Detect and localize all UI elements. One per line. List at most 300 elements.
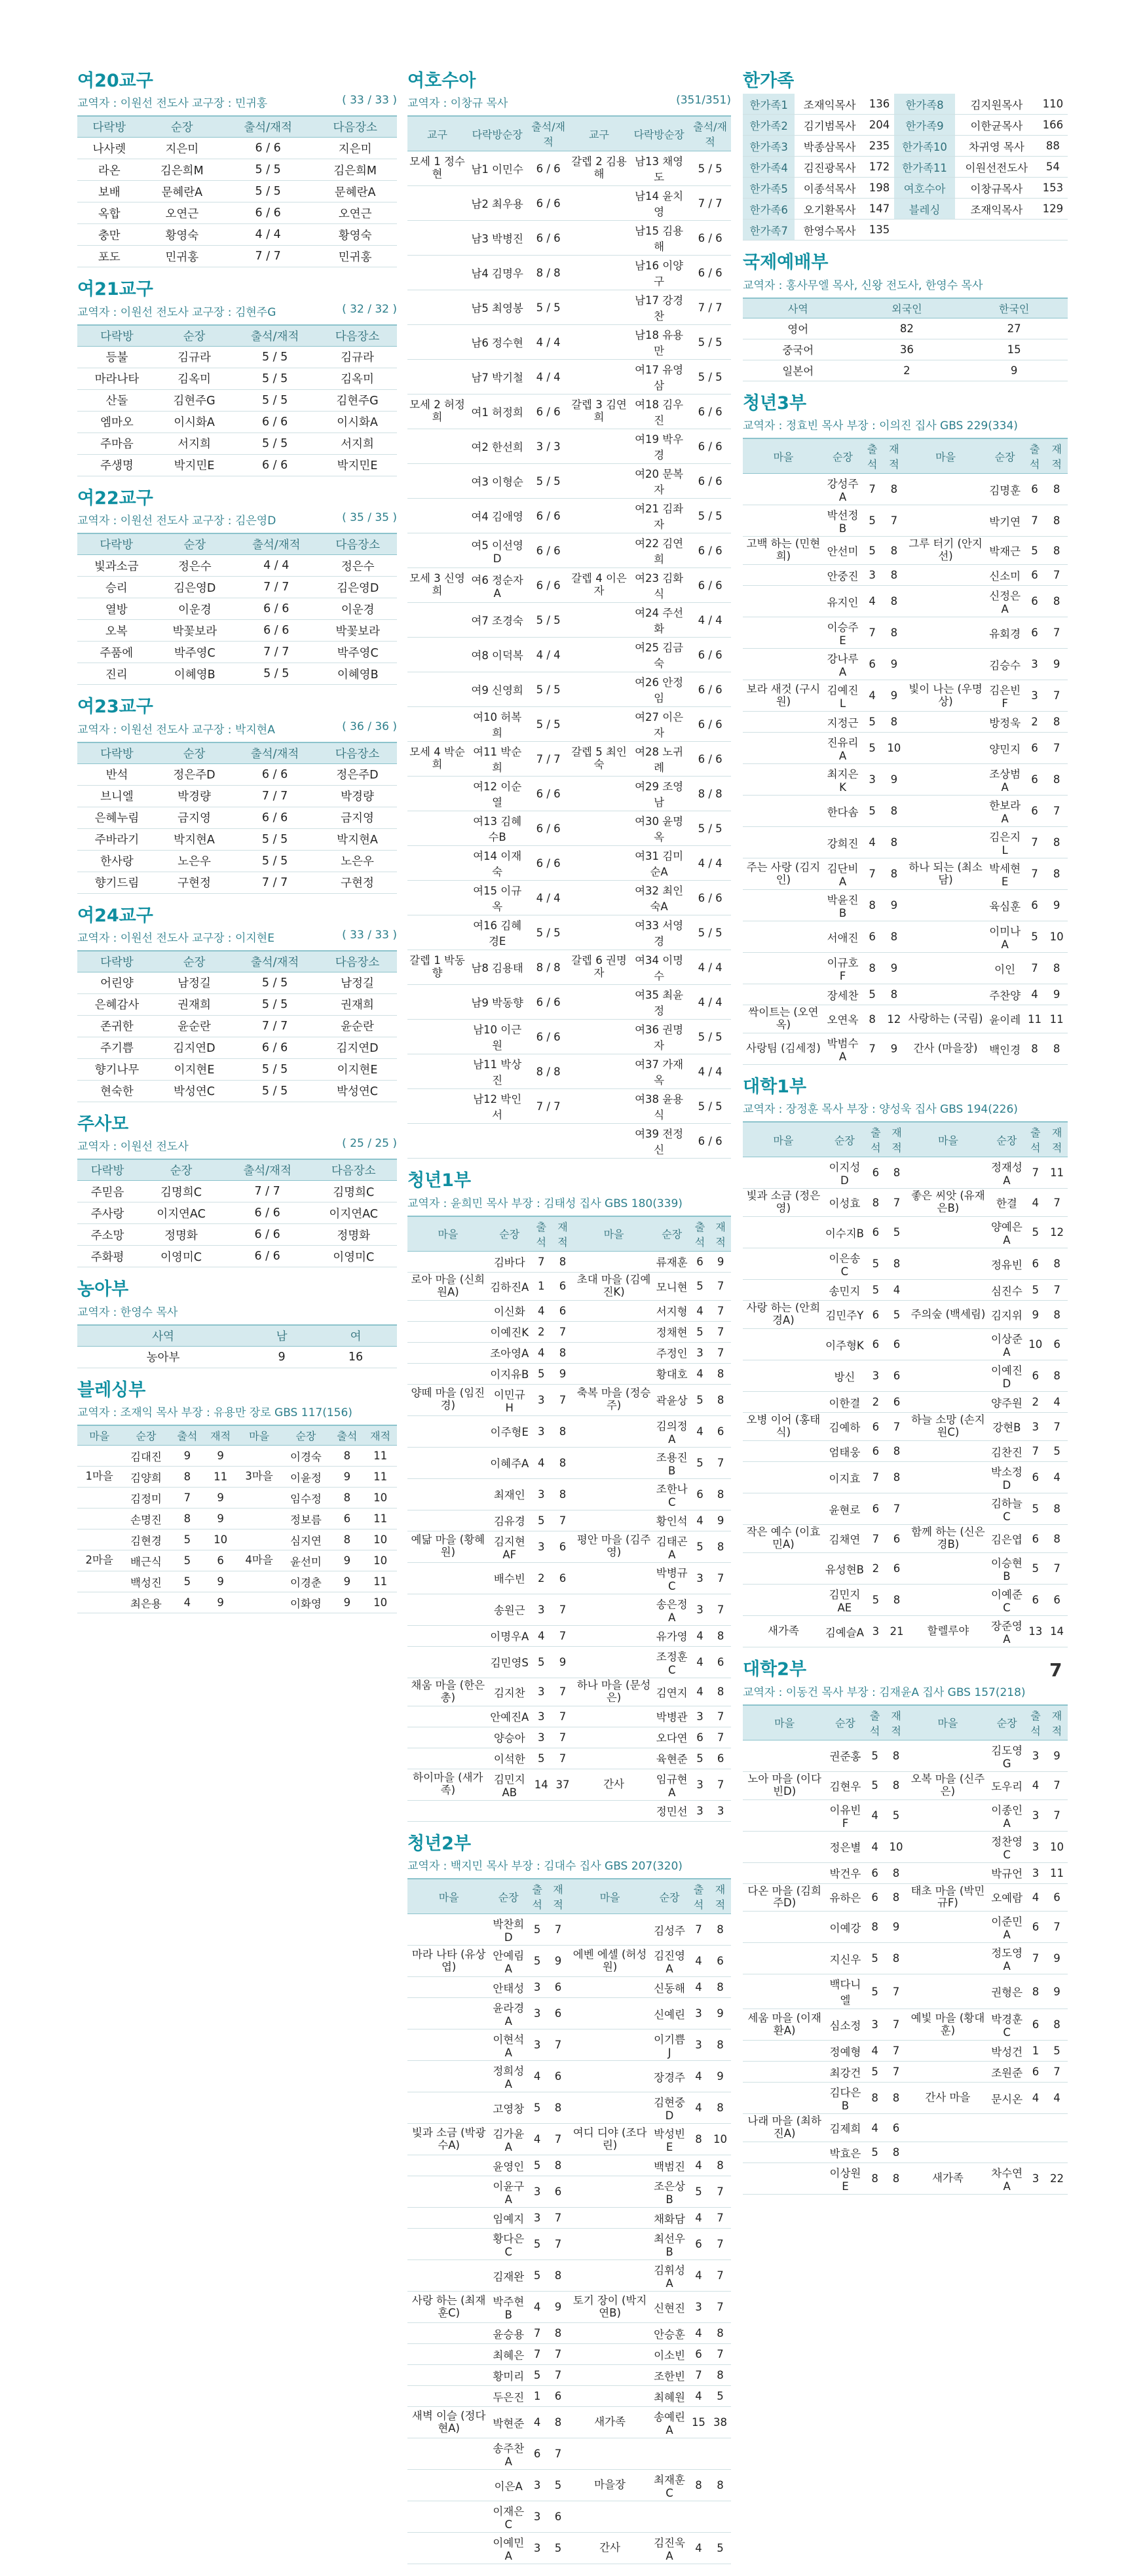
table-cell: 6: [886, 2114, 907, 2142]
table-cell: [907, 1943, 989, 1974]
table-row: [743, 1585, 1068, 1616]
column-header: 다음장소: [318, 533, 397, 555]
table-cell: 이혜주A: [489, 1447, 531, 1478]
table-cell: 9: [1046, 1943, 1068, 1974]
table-row: [743, 712, 1068, 733]
table-cell: 보배: [77, 181, 141, 202]
table-row: [407, 672, 731, 707]
table-cell: 간사: [569, 2533, 651, 2564]
table-cell: 3: [688, 2029, 709, 2061]
table-cell: 박재근: [986, 537, 1023, 565]
table-row: [407, 2208, 731, 2229]
column-header: 다락방: [77, 951, 157, 972]
table-cell: 김하진A: [489, 1272, 531, 1300]
table-cell: 김연지: [654, 1678, 690, 1706]
table-cell: 11: [364, 1571, 397, 1592]
table-row: [407, 2365, 731, 2386]
section-title: 청년2부: [407, 1833, 472, 1854]
table-cell: 6 / 6: [527, 568, 569, 603]
table-cell: [407, 638, 467, 672]
table-cell: 7: [865, 1462, 886, 1493]
table-row: [743, 1217, 1068, 1248]
table-cell: 6 / 6: [689, 568, 731, 603]
table-cell: 10: [204, 1529, 237, 1550]
table-cell: 10: [883, 733, 905, 764]
table-cell: 8 / 8: [689, 777, 731, 811]
table-cell: [573, 1594, 654, 1625]
table-cell: 승리: [77, 577, 156, 598]
table-cell: 5 / 5: [234, 663, 318, 685]
table-cell: 양민지: [986, 733, 1023, 764]
table-cell: 8: [709, 2323, 731, 2344]
table-cell: 김은엽: [988, 1525, 1024, 1553]
table-row: [407, 2407, 731, 2438]
table-cell: 7: [688, 2365, 709, 2386]
table-row: [77, 138, 397, 159]
table-cell: 남5 최영봉: [467, 290, 527, 325]
staff-line: 교역자 : 백지민 목사 부장 : 김대수 집사 GBS 207(320): [407, 1860, 683, 1874]
table-cell: 현숙한: [77, 1080, 157, 1102]
table-cell: [407, 2176, 490, 2208]
section-농아부: [77, 1279, 397, 1368]
table-cell: [407, 2208, 490, 2229]
table-row: [77, 577, 397, 598]
table-cell: 6: [548, 1977, 569, 1998]
table-row: [743, 2041, 1068, 2062]
table-cell: 김유경: [489, 1510, 531, 1531]
table-cell: 4 / 4: [689, 985, 731, 1020]
table-cell: [77, 1488, 121, 1509]
table-cell: 강현B: [988, 1413, 1024, 1441]
table-cell: [907, 1740, 989, 1771]
table-cell: 예닮 마을 (황혜원): [407, 1531, 489, 1562]
table-cell: 8: [883, 796, 905, 827]
table-cell: [407, 1562, 489, 1594]
table-cell: 농아부: [77, 1346, 249, 1368]
table-cell: [569, 915, 629, 950]
table-cell: 4: [690, 1415, 711, 1447]
table-cell: 윤현로: [824, 1493, 865, 1525]
table-cell: 이지연AC: [310, 1202, 397, 1224]
table-row: [407, 1510, 731, 1531]
table-cell: [407, 2155, 490, 2176]
table-cell: 3: [527, 2176, 548, 2208]
table-cell: 여20 문복자: [629, 464, 689, 499]
table-cell: 6: [886, 1525, 908, 1553]
table-cell: 4: [690, 1510, 711, 1531]
table-cell: 6 / 6: [225, 1224, 310, 1246]
table-cell: 한가족11: [894, 157, 955, 178]
table-cell: 구현정: [157, 872, 232, 893]
table-cell: 6 / 6: [527, 499, 569, 533]
table-cell: 간사: [573, 1769, 654, 1800]
table-cell: 7: [710, 1594, 731, 1625]
table-cell: 지은미: [313, 138, 397, 159]
table-cell: 정명화: [310, 1224, 397, 1246]
table-cell: 강희진: [824, 827, 861, 858]
table-cell: 6: [688, 2229, 709, 2260]
table-cell: 김명희C: [310, 1181, 397, 1202]
table-cell: 김휘성A: [651, 2260, 688, 2292]
table-cell: 방신: [824, 1360, 865, 1392]
header-row: [407, 1879, 731, 1914]
section-여22교구: [77, 488, 397, 685]
table-cell: 7: [1045, 617, 1068, 649]
table-cell: [407, 985, 467, 1020]
table-cell: 하늘 소망 (손지원C): [907, 1413, 988, 1441]
table-cell: [407, 672, 467, 707]
table-cell: 204: [865, 115, 894, 136]
column-header: 순장: [651, 1879, 688, 1914]
table-cell: 송민지: [824, 1280, 865, 1301]
table-row: [407, 1089, 731, 1124]
table-cell: 라온: [77, 159, 141, 181]
column-header: 순장: [490, 1879, 527, 1914]
table-cell: 7: [709, 2229, 731, 2260]
table-cell: 5: [690, 1384, 711, 1415]
table-cell: 5 / 5: [527, 915, 569, 950]
table-cell: 8: [1045, 827, 1068, 858]
data-table: [407, 1878, 731, 2564]
table-cell: 5 / 5: [689, 325, 731, 360]
table-cell: 최혜은: [490, 2344, 527, 2365]
table-cell: 6: [552, 1272, 574, 1300]
table-cell: [573, 1562, 654, 1594]
table-row: [407, 985, 731, 1020]
data-table: [743, 1121, 1068, 1647]
column-header: 재적: [886, 1122, 908, 1157]
table-cell: 안예진A: [489, 1706, 531, 1727]
table-cell: 8: [861, 1005, 883, 1033]
table-cell: 여12 이순열: [467, 777, 527, 811]
table-row: [743, 1413, 1068, 1441]
table-cell: 이시화A: [318, 411, 397, 433]
table-cell: 이수지B: [824, 1217, 865, 1248]
table-cell: 한가족5: [743, 178, 795, 199]
table-row: [407, 325, 731, 360]
table-cell: 이지현E: [318, 1058, 397, 1080]
table-cell: 여17 유영삼: [629, 360, 689, 394]
table-cell: 7: [1024, 1157, 1046, 1189]
table-cell: 135: [865, 220, 894, 240]
table-cell: 6 / 6: [689, 429, 731, 464]
table-cell: [905, 953, 986, 984]
table-cell: 권재희: [157, 993, 232, 1015]
table-cell: [407, 1625, 489, 1646]
table-cell: 5: [690, 1748, 711, 1769]
table-cell: 8: [886, 1441, 908, 1462]
table-cell: 5: [690, 1531, 711, 1562]
table-cell: 김의정A: [654, 1415, 690, 1447]
table-cell: 7: [552, 1625, 574, 1646]
table-cell: [743, 649, 824, 680]
table-cell: 6: [1046, 1883, 1068, 1912]
section-블레싱부: [77, 1380, 397, 1613]
table-row: [743, 890, 1068, 921]
table-cell: 유가영: [654, 1625, 690, 1646]
table-cell: 6: [886, 1553, 908, 1585]
table-row: [77, 389, 397, 411]
table-cell: [407, 2323, 490, 2344]
table-cell: 오복: [77, 620, 156, 642]
table-cell: [907, 2062, 989, 2083]
column-header: 출석: [690, 1216, 711, 1252]
table-cell: 박효은: [826, 2142, 864, 2163]
table-row: [407, 1124, 731, 1159]
table-cell: 한사랑: [77, 850, 157, 872]
column-header: 재적: [364, 1425, 397, 1446]
table-cell: [743, 733, 824, 764]
table-row: [77, 642, 397, 663]
table-cell: 김예진L: [824, 680, 861, 712]
table-cell: 8 / 8: [527, 950, 569, 985]
table-cell: 11: [1024, 1005, 1046, 1033]
table-cell: 4: [861, 586, 883, 617]
table-cell: [407, 186, 467, 221]
table-cell: 한가족10: [894, 136, 955, 157]
table-cell: 김예하: [824, 1413, 865, 1441]
table-cell: 5: [1024, 1493, 1046, 1525]
table-cell: 초대 마을 (김예진K): [573, 1272, 654, 1300]
table-cell: 정희성A: [490, 2061, 527, 2092]
table-cell: 박범수A: [824, 1033, 861, 1065]
table-cell: 구현정: [318, 872, 397, 893]
table-cell: 8: [1025, 1974, 1046, 2009]
table-cell: 5: [171, 1571, 204, 1592]
table-cell: [569, 2344, 651, 2365]
table-cell: 박건우: [826, 1862, 864, 1883]
table-cell: 9: [710, 1510, 731, 1531]
table-cell: 오연근: [141, 202, 223, 224]
column-header: 순장: [121, 1425, 170, 1446]
table-cell: [407, 2365, 490, 2386]
data-table: [743, 298, 1068, 381]
table-cell: 10: [364, 1592, 397, 1613]
table-cell: 어린양: [77, 972, 157, 993]
table-cell: 서지희: [157, 433, 232, 454]
table-cell: [569, 1124, 629, 1159]
section-subtitle: [77, 1403, 397, 1419]
table-cell: [407, 2229, 490, 2260]
table-cell: 5: [865, 1280, 886, 1301]
table-cell: 4 / 4: [527, 360, 569, 394]
table-row: [407, 1478, 731, 1510]
table-cell: 사랑 하는 (최재훈C): [407, 2292, 490, 2323]
table-cell: [569, 1089, 629, 1124]
column-header: 순장: [988, 1705, 1025, 1740]
table-row: [407, 1625, 731, 1646]
table-cell: 5 / 5: [527, 672, 569, 707]
table-row: [743, 680, 1068, 712]
table-cell: 7: [548, 2365, 569, 2386]
column-header: 재적: [204, 1425, 237, 1446]
table-row: [743, 733, 1068, 764]
table-row: [407, 499, 731, 533]
table-cell: 9: [548, 1946, 569, 1977]
table-cell: 54: [1038, 157, 1068, 178]
table-cell: 4: [527, 2061, 548, 2092]
table-cell: 여1 허정희: [467, 394, 527, 429]
table-cell: 김성주: [651, 1914, 688, 1946]
table-cell: [743, 1799, 826, 1831]
table-cell: 4: [531, 1625, 552, 1646]
table-cell: 안태성: [490, 1977, 527, 1998]
table-cell: [407, 2386, 490, 2407]
table-row: [407, 464, 731, 499]
table-cell: 이예진D: [988, 1360, 1024, 1392]
table-cell: 갈렙 2 김용해: [569, 151, 629, 186]
table-cell: 박선정B: [824, 505, 861, 537]
table-cell: 정예형: [826, 2041, 864, 2062]
header-row: [743, 1705, 1068, 1740]
table-cell: 1: [531, 1272, 552, 1300]
column-header: 외국인: [853, 298, 960, 318]
table-row: [743, 2163, 1068, 2195]
table-cell: 김현중D: [651, 2092, 688, 2124]
table-cell: 5 / 5: [527, 603, 569, 638]
column-header: 출석/재적: [232, 742, 318, 764]
table-cell: 5: [865, 1771, 886, 1799]
table-cell: 6: [690, 1727, 711, 1748]
table-cell: 5 / 5: [689, 915, 731, 950]
table-cell: 김현주G: [318, 389, 397, 411]
table-cell: [573, 1646, 654, 1678]
table-cell: 3: [527, 2533, 548, 2564]
table-cell: 7: [1046, 1189, 1068, 1217]
table-cell: 3: [1025, 1740, 1046, 1771]
table-cell: 박소정D: [988, 1462, 1024, 1493]
table-cell: 12: [883, 1005, 905, 1033]
column-header: 순장: [826, 1705, 864, 1740]
table-row: [743, 1248, 1068, 1280]
header-row: [407, 1216, 731, 1252]
column-header: 출석: [171, 1425, 204, 1446]
table-row: [407, 1562, 731, 1594]
table-row: [743, 565, 1068, 586]
table-row: [407, 915, 731, 950]
table-cell: 이준민A: [988, 1912, 1025, 1943]
table-cell: [569, 881, 629, 915]
table-cell: [569, 464, 629, 499]
table-cell: 8: [883, 858, 905, 890]
table-cell: 김대진: [121, 1446, 170, 1467]
staff-line: 교역자 : 이원선 전도사 교구장 : 김현주G: [77, 305, 276, 319]
table-cell: 11: [364, 1467, 397, 1488]
header-row: [77, 325, 397, 347]
table-cell: 10: [364, 1550, 397, 1571]
table-cell: 김규라: [318, 346, 397, 368]
table-cell: 5: [861, 505, 883, 537]
table-cell: 육현준: [654, 1748, 690, 1769]
section-title: 청년1부: [407, 1170, 472, 1191]
table-row: [743, 2009, 1068, 2041]
table-cell: 충만: [77, 224, 141, 246]
column-header: 마을: [907, 1122, 988, 1157]
table-cell: 태초 마을 (박민규F): [907, 1883, 989, 1912]
attendance-count: ( 35 / 35 ): [342, 511, 397, 525]
table-cell: 8: [1046, 2009, 1068, 2041]
table-cell: 2: [865, 1392, 886, 1413]
table-cell: 7: [1046, 1413, 1068, 1441]
table-cell: 김은영D: [318, 577, 397, 598]
table-cell: 김진광목사: [795, 157, 865, 178]
table-cell: 8: [688, 2470, 709, 2501]
table-row: [743, 1392, 1068, 1413]
table-cell: [569, 2438, 651, 2470]
table-cell: 27: [960, 318, 1068, 339]
table-cell: 김명훈: [986, 474, 1023, 505]
table-cell: 조정훈C: [654, 1646, 690, 1678]
table-cell: 8: [865, 2083, 886, 2114]
table-cell: 남15 김용해: [629, 221, 689, 256]
table-cell: [907, 1280, 988, 1301]
table-row: [77, 620, 397, 642]
table-cell: 여13 김혜수B: [467, 811, 527, 846]
table-cell: 7 / 7: [223, 246, 313, 267]
table-cell: 9: [1046, 1740, 1068, 1771]
table-cell: 4: [865, 1799, 886, 1831]
table-row: [743, 764, 1068, 796]
column-header: 순장: [157, 325, 232, 347]
table-cell: 8: [886, 1771, 907, 1799]
table-cell: 최재훈C: [651, 2470, 688, 2501]
staff-line: 교역자 : 이원선 전도사 교구장 : 박지현A: [77, 723, 275, 737]
table-cell: 사랑하는 (국림): [905, 1005, 986, 1033]
table-cell: 6 / 6: [527, 811, 569, 846]
table-cell: 3: [531, 1415, 552, 1447]
table-cell: [407, 1998, 490, 2029]
table-cell: 5: [688, 2176, 709, 2208]
table-cell: 장준영A: [988, 1616, 1024, 1647]
staff-line: 교역자 : 이동건 목사 부장 : 김재윤A 집사 GBS 157(218): [743, 1685, 1026, 1699]
table-cell: 주는 사랑 (김지인): [743, 858, 824, 890]
table-cell: 8: [883, 921, 905, 953]
table-cell: [907, 1912, 989, 1943]
column-header: 출석: [531, 1216, 552, 1252]
section-한가족: [743, 71, 1068, 240]
table-cell: 정보름: [281, 1509, 330, 1529]
column-header: 재적: [1046, 1705, 1068, 1740]
table-cell: 김은빈F: [986, 680, 1023, 712]
column-header: 다음장소: [310, 1159, 397, 1181]
table-cell: 8: [883, 474, 905, 505]
column-header: 출석: [331, 1425, 364, 1446]
table-cell: 6: [204, 1550, 237, 1571]
table-cell: 남3 박병진: [467, 221, 527, 256]
section-subtitle: [77, 94, 397, 110]
table-cell: 8: [886, 2142, 907, 2163]
table-cell: 이종석목사: [795, 178, 865, 199]
table-cell: 등불: [77, 346, 157, 368]
table-cell: [569, 2386, 651, 2407]
table-cell: 차수연A: [988, 2163, 1025, 2195]
table-cell: 6: [1046, 1329, 1068, 1360]
table-row: [77, 433, 397, 454]
table-cell: 7: [886, 1189, 908, 1217]
table-cell: 5 / 5: [689, 151, 731, 186]
section-title: 여호수아: [407, 71, 476, 91]
table-cell: 박기연: [986, 505, 1023, 537]
table-cell: 6: [548, 1998, 569, 2029]
table-cell: 9: [552, 1363, 574, 1384]
table-row: [407, 429, 731, 464]
table-cell: 이상준A: [988, 1329, 1024, 1360]
table-cell: 4: [688, 1977, 709, 1998]
table-row: [407, 2438, 731, 2470]
data-table: [77, 1324, 397, 1368]
table-cell: 9: [1046, 1974, 1068, 2009]
table-cell: 하이마을 (새가족): [407, 1769, 489, 1800]
